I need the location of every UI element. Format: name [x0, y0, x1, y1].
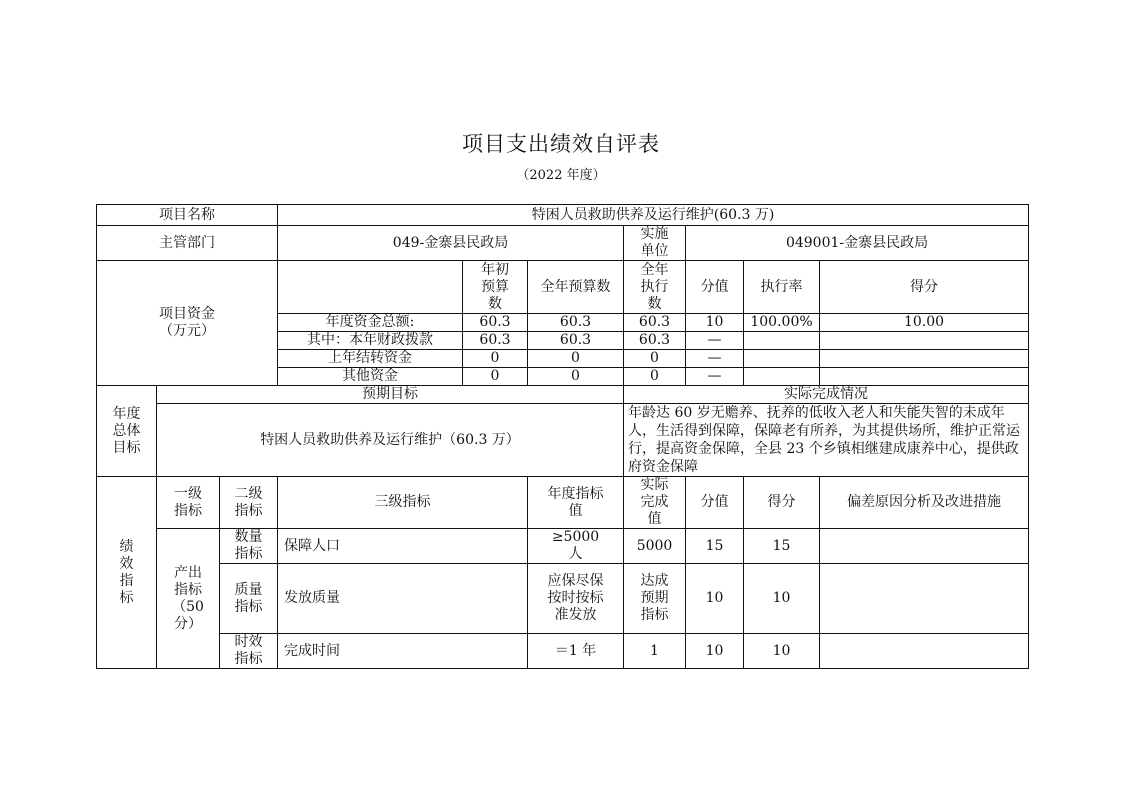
- indicators-header-level3: 三级指标: [278, 477, 528, 529]
- indicator-actual: 5000: [624, 529, 686, 564]
- indicator-actual: 达成预期指标: [624, 564, 686, 634]
- funds-label: 项目资金（万元）: [97, 261, 278, 386]
- funds-row-executed: 60.3: [624, 314, 686, 332]
- evaluation-table: [96, 204, 1029, 669]
- funds-row-score-value: 10: [686, 314, 744, 332]
- funds-row-score-value: —: [686, 350, 744, 368]
- goals-expected-text: 特困人员救助供养及运行维护（60.3 万）: [157, 404, 624, 477]
- goals-label: 年度总体目标: [97, 386, 157, 477]
- funds-row-score: [820, 350, 1029, 368]
- funds-row-annual: 60.3: [528, 314, 624, 332]
- indicator-level3: 完成时间: [278, 634, 528, 669]
- funds-row-annual: 0: [528, 368, 624, 386]
- funds-header-rate: 执行率: [744, 261, 820, 314]
- indicator-target: ≥5000人: [528, 529, 624, 564]
- funds-row-rate: [744, 350, 820, 368]
- indicator-analysis: [820, 529, 1029, 564]
- indicator-score-value: 10: [686, 634, 744, 669]
- funds-header-initial: 年初预算数: [463, 261, 528, 314]
- project-name-label: 项目名称: [97, 205, 278, 226]
- funds-row-initial: 60.3: [463, 332, 528, 350]
- funds-row-score: [820, 368, 1029, 386]
- indicator-level3: 保障人口: [278, 529, 528, 564]
- funds-row-annual: 60.3: [528, 332, 624, 350]
- indicator-score: 15: [744, 529, 820, 564]
- indicator-actual: 1: [624, 634, 686, 669]
- funds-row-score-value: —: [686, 332, 744, 350]
- funds-header-annual: 全年预算数: [528, 261, 624, 314]
- indicator-level2: 时效指标: [220, 634, 278, 669]
- dept-value: 049-金寨县民政局: [278, 226, 624, 261]
- indicators-header-level1: 一级指标: [157, 477, 220, 529]
- funds-row-label: 其他资金: [278, 368, 463, 386]
- indicator-level2: 数量指标: [220, 529, 278, 564]
- funds-row-label: 年度资金总额:: [278, 314, 463, 332]
- goals-actual-text: 年龄达 60 岁无赡养、抚养的低收入老人和失能失智的未成年人，生活得到保障，保障老有所养，为其提供场所，维护正常运行，提高资金保障，全县 23 个乡镇相继建成康养中心，提供政府资金保障: [624, 404, 1029, 477]
- indicators-header-actual: 实际完成值: [624, 477, 686, 529]
- indicator-row-timeliness: [97, 634, 1029, 669]
- funds-row-initial: 0: [463, 350, 528, 368]
- funds-row-annual: 0: [528, 350, 624, 368]
- indicators-header-analysis: 偏差原因分析及改进措施: [820, 477, 1029, 529]
- indicators-group-output: 产出指标（50分）: [157, 529, 220, 669]
- indicator-score-value: 15: [686, 529, 744, 564]
- impl-unit-label: 实施单位: [624, 226, 686, 261]
- impl-unit-value: 049001-金寨县民政局: [686, 226, 1029, 261]
- funds-row-executed: 0: [624, 350, 686, 368]
- funds-row-score-value: —: [686, 368, 744, 386]
- dept-label: 主管部门: [97, 226, 278, 261]
- funds-row-initial: 0: [463, 368, 528, 386]
- funds-header-score-value: 分值: [686, 261, 744, 314]
- indicator-analysis: [820, 564, 1029, 634]
- funds-row-initial: 60.3: [463, 314, 528, 332]
- indicator-target: ＝1 年: [528, 634, 624, 669]
- indicator-score: 10: [744, 564, 820, 634]
- indicator-level3: 发放质量: [278, 564, 528, 634]
- indicator-row-quantity: [97, 529, 1029, 564]
- report-year: （2022 年度）: [516, 168, 606, 183]
- funds-row-score: 10.00: [820, 314, 1029, 332]
- indicators-header-level2: 二级指标: [220, 477, 278, 529]
- indicators-header-score-value: 分值: [686, 477, 744, 529]
- goals-expected-header: 预期目标: [157, 386, 624, 404]
- funds-row-executed: 0: [624, 368, 686, 386]
- project-name-value: 特困人员救助供养及运行维护(60.3 万): [278, 205, 1029, 226]
- page-title: 项目支出绩效自评表: [462, 132, 660, 156]
- funds-row-score: [820, 332, 1029, 350]
- indicator-target: 应保尽保 按时按标准发放: [528, 564, 624, 634]
- goals-actual-header: 实际完成情况: [624, 386, 1029, 404]
- indicators-header-target: 年度指标值: [528, 477, 624, 529]
- funds-header-executed: 全年执行数: [624, 261, 686, 314]
- funds-row-executed: 60.3: [624, 332, 686, 350]
- funds-row-label: 上年结转资金: [278, 350, 463, 368]
- funds-row-rate: 100.00%: [744, 314, 820, 332]
- indicator-row-quality: [97, 564, 1029, 634]
- funds-header-score: 得分: [820, 261, 1029, 314]
- funds-row-rate: [744, 332, 820, 350]
- funds-header-blank: [278, 261, 463, 314]
- funds-row-label: 其中：本年财政拨款: [278, 332, 463, 350]
- indicators-label: 绩效指标: [97, 477, 157, 669]
- funds-row-rate: [744, 368, 820, 386]
- indicator-score: 10: [744, 634, 820, 669]
- indicator-analysis: [820, 634, 1029, 669]
- indicators-header-score: 得分: [744, 477, 820, 529]
- indicator-level2: 质量指标: [220, 564, 278, 634]
- indicator-score-value: 10: [686, 564, 744, 634]
